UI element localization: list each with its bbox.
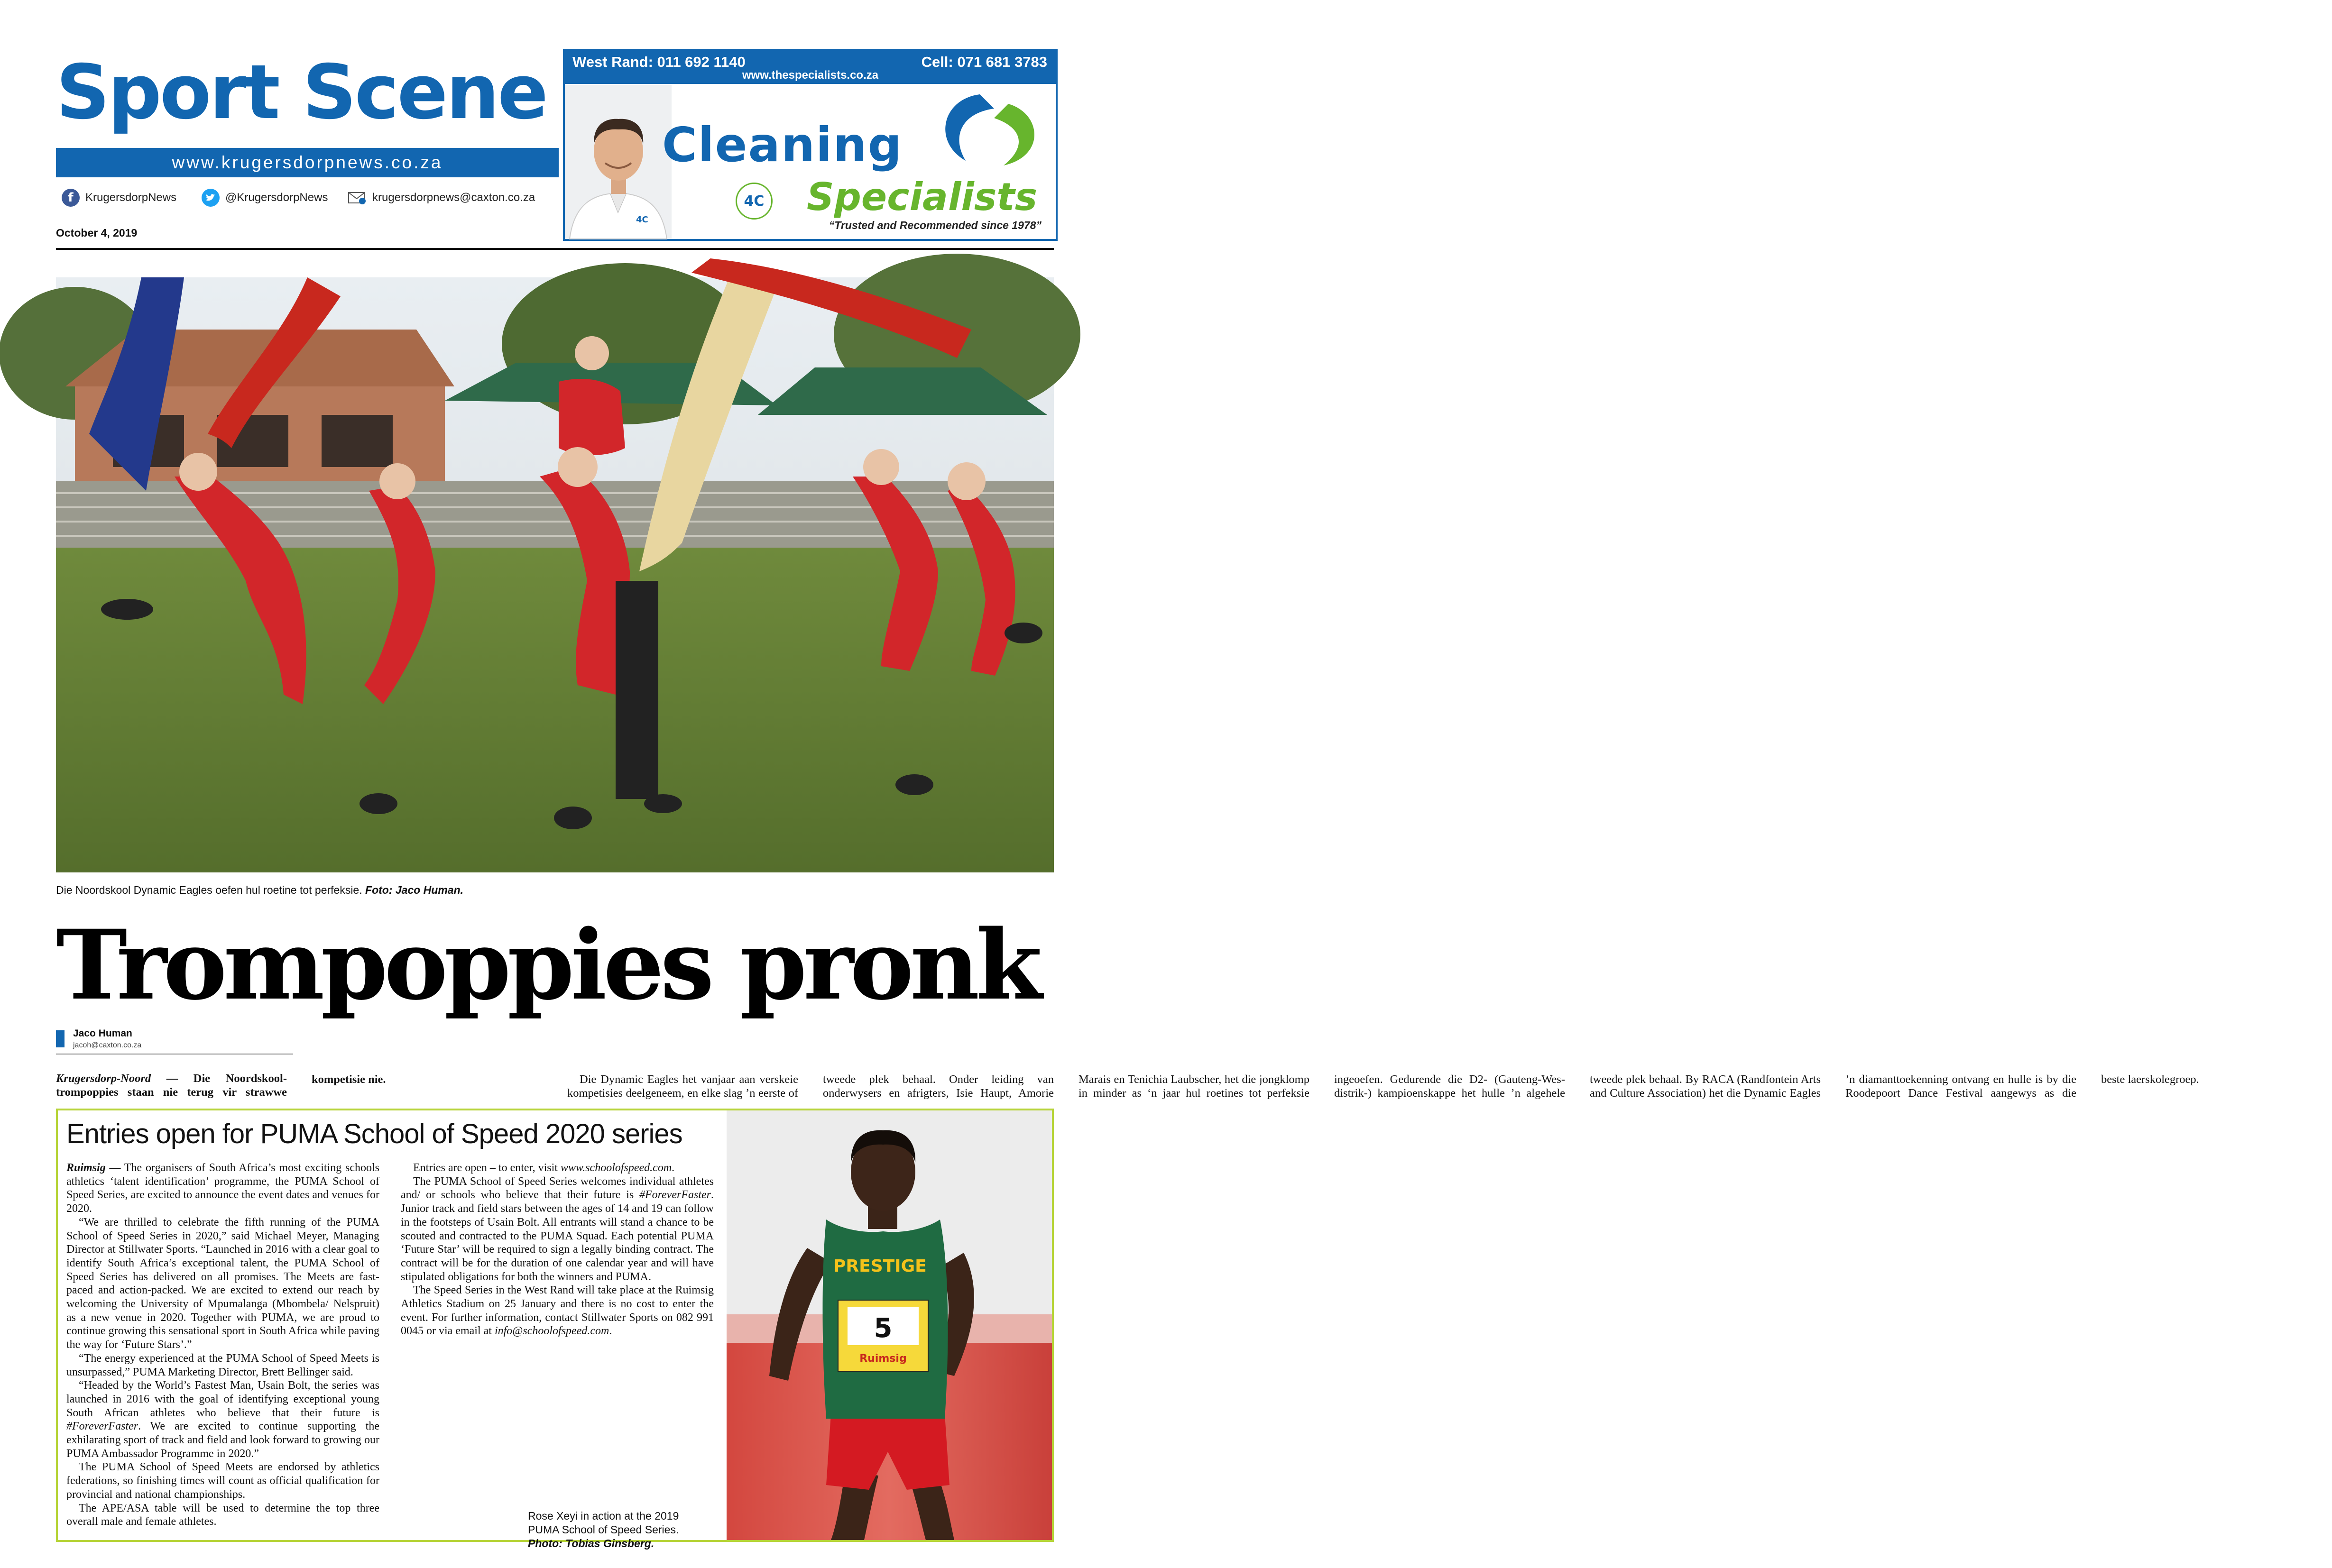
athlete-vest-text: PRESTIGE: [833, 1256, 927, 1276]
puma-contact-email[interactable]: info@schoolofspeed.com: [494, 1325, 609, 1338]
article-body: [56, 1072, 2199, 1108]
headline: Trompoppies pronk: [56, 908, 1039, 1021]
byline-email[interactable]: jacoh@caxton.co.za: [73, 1041, 142, 1049]
ad-phone-westrand: West Rand: 011 692 1140: [572, 54, 746, 70]
email-address: krugersdorpnews@caxton.co.za: [372, 191, 535, 204]
puma-paragraph-text: Entries are open – to enter, visit: [413, 1162, 561, 1174]
cleaning-specialists-advert[interactable]: [563, 49, 1058, 241]
puma-paragraph: “We are thrilled to celebrate the fifth running of the PUMA School of Speed Series in 2020,” said Michael Meyer, Managing Director at Stillwater Sports. “Launched in 2016 with a clear goal to identify South Africa’s exceptional talent, the PUMA School of Speed Series has delivered on all promises. The Meets are fast-paced and action-packed. We are excited to extend our reach by welcoming the University of Mpumalanga (Mbombela/ Nelspruit) as a new venue in 2020. Together with PUMA, we are proud to continue growing this sensational sport in South Africa while paving the way for ‘Future Stars’.”: [66, 1216, 379, 1351]
puma-paragraph-text: . We are excited to continue supporting the exhilarating sport of track and field and look forward to growing our PUMA Ambassador Programme in 2020.”: [66, 1420, 379, 1460]
masthead-title: Sport Scene: [56, 49, 547, 136]
article-dateline: Krugersdorp-Noord: [56, 1072, 151, 1085]
website-url-bar[interactable]: www.krugersdorpnews.co.za: [56, 148, 559, 177]
issue-date: October 4, 2019: [56, 227, 138, 239]
athlete-photo: [727, 1110, 1052, 1540]
article-paragraph: Die Dynamic Eagles het vanjaar aan verskeie kompetisies deelgeneem, en elke slag ’n eerste of tweede plek behaal. Onder leiding van onderwysers en afrigters, Isie Haupt, Amorie Marais en Tenichia Laubscher, het die jongklomp in minder as ‘n jaar hul roetines tot perfeksie ingeoefen. Gedurende die D2- (Gauteng-Wes-distrik-) kampioenskappe het hulle ’n algehele tweede plek behaal. By RACA (Randfontein Arts and Culture Association) het die Dynamic Eagles ’n diamanttoekenning ontvang en hulle is by die Roodepoort Dance Festival aangewys as die beste laerskolegroep.: [567, 1073, 2199, 1100]
athlete-photo-credit: Photo: Tobias Ginsberg.: [528, 1537, 654, 1550]
main-photo-caption-text: Die Noordskool Dynamic Eagles oefen hul roetine tot perfeksie.: [56, 884, 362, 896]
ad-swirl-logo: [923, 90, 1051, 170]
puma-entry-url[interactable]: www.schoolofspeed.com: [560, 1162, 672, 1174]
byline-rule: [56, 1054, 293, 1055]
twitter-link[interactable]: [202, 188, 328, 207]
ad-tagline: “Trusted and Recommended since 1978”: [829, 219, 1042, 231]
puma-headline: Entries open for PUMA School of Speed 2020 series: [66, 1119, 682, 1149]
main-photo-caption: [56, 884, 463, 897]
ad-word-cleaning: Cleaning: [662, 117, 903, 173]
puma-paragraph: [66, 1161, 379, 1216]
article-lead: [56, 1072, 543, 1108]
puma-paragraph-text: . Junior track and field stars between the ages of 14 and 19 can follow in the footsteps of Usain Bolt. All entrants will stand a chance to be scouted and contracted to the PUMA Squad. Each potential PUMA ‘Future Star’ will be required to sign a legally binding contract. The contract will be for the duration of one calendar year and will have stipulated obligations for both the winners and PUMA.: [401, 1189, 714, 1283]
puma-hashtag[interactable]: #ForeverFaster: [66, 1420, 138, 1433]
article-lead-text: — Die Noordskool-trompoppies staan nie terug vir strawwe kompetisie nie.: [56, 1072, 386, 1099]
puma-paragraph: The PUMA School of Speed Meets are endorsed by athletics federations, so finishing times will count as official qualification for provincial and national championships.: [66, 1461, 379, 1501]
ad-word-specialists: Specialists: [807, 175, 1038, 219]
puma-paragraph-text: The PUMA School of Speed Series welcomes individual athletes and/ or schools who believe that their future is: [401, 1175, 714, 1201]
puma-paragraph: [401, 1161, 714, 1175]
puma-article-body: [66, 1161, 714, 1531]
byline-author: Jaco Human: [73, 1028, 132, 1039]
puma-paragraph-text: — The organisers of South Africa’s most exciting schools athletics ‘talent identification’ programme, the PUMA School of Speed Series, are excited to announce the event dates and venues for 2020.: [66, 1162, 380, 1215]
ad-website: www.thespecialists.co.za: [742, 69, 879, 82]
header-divider: [56, 248, 1054, 250]
email-link[interactable]: [348, 188, 535, 207]
twitter-icon: [202, 189, 220, 207]
email-icon: [348, 191, 367, 205]
ad-portrait-photo: [565, 85, 672, 239]
athlete-photo-caption: [528, 1509, 679, 1550]
bib-text: Ruimsig: [859, 1353, 907, 1365]
facebook-icon: f: [62, 189, 80, 207]
facebook-link[interactable]: [62, 188, 176, 207]
puma-paragraph-text: .: [672, 1162, 675, 1174]
svg-text:4C: 4C: [636, 215, 648, 225]
main-photo-credit: Foto: Jaco Human.: [365, 884, 464, 896]
puma-paragraph: The APE/ASA table will be used to determine the top three overall male and female athletes.: [66, 1502, 379, 1528]
puma-paragraph: [66, 1379, 379, 1460]
puma-paragraph-text: “Headed by the World’s Fastest Man, Usain Bolt, the series was launched in 2016 with the goal of identifying exceptional young South African athletes who believe that their future is: [66, 1379, 379, 1419]
bib-number: 5: [874, 1313, 893, 1344]
ad-contact-bar: [565, 51, 1056, 84]
puma-paragraph-text: .: [609, 1325, 612, 1338]
byline-marker: [56, 1030, 65, 1047]
ad-4c-logo: 4C: [736, 183, 773, 220]
facebook-handle: KrugersdorpNews: [85, 191, 177, 204]
puma-paragraph-text: The Speed Series in the West Rand will take place at the Ruimsig Athletics Stadium on 25 January and there is no cost to enter the event. For further information, contact Stillwater Sports on 082 991 0045 or via email at: [401, 1284, 714, 1338]
puma-paragraph: “The energy experienced at the PUMA School of Speed Meets is unsurpassed,” PUMA Marketing Director, Brett Bellinger said.: [66, 1352, 379, 1378]
majorettes-photo: [56, 277, 1054, 872]
ad-phone-cell: Cell: 071 681 3783: [921, 54, 1047, 70]
puma-paragraph: [401, 1284, 714, 1338]
puma-dateline: Ruimsig: [66, 1162, 106, 1174]
puma-paragraph: [401, 1175, 714, 1284]
twitter-handle: @KrugersdorpNews: [225, 191, 328, 204]
puma-hashtag[interactable]: #ForeverFaster: [639, 1189, 711, 1201]
athlete-caption-line: PUMA School of Speed Series.: [528, 1523, 679, 1536]
athlete-caption-line: Rose Xeyi in action at the 2019: [528, 1510, 679, 1522]
